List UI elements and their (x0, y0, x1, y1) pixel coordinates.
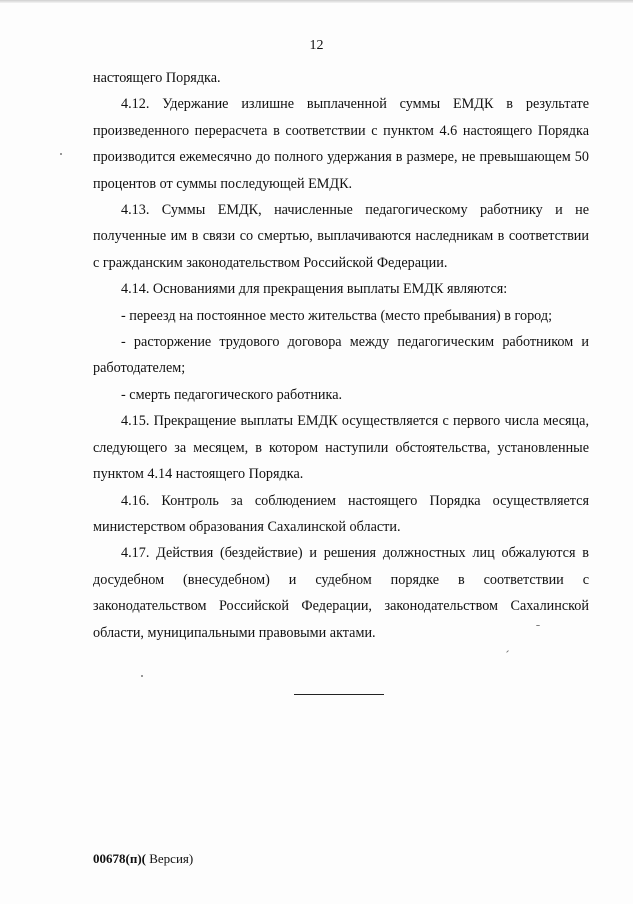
scan-top-edge (0, 0, 633, 3)
paragraph-4-17: 4.17. Действия (бездействие) и решения должностных лиц обжалуются в досудебном (внесудебном) и судебном порядке в соответствии с законодательством Российской Федерации, законодательством Сахалинской области, муниципальными правовыми актами. (93, 545, 589, 641)
document-version-label: Версия) (145, 851, 194, 866)
scan-speck (536, 625, 540, 626)
paragraph-4-14: 4.14. Основаниями для прекращения выплаты ЕМДК являются: (121, 281, 508, 298)
intro-line: настоящего Порядка. (93, 70, 221, 86)
paragraph-4-16: 4.16. Контроль за соблюдением настоящего Порядка осуществляется министерством образования Сахалинской области. (93, 492, 589, 535)
scan-speck (60, 153, 62, 155)
end-separator-line (294, 694, 384, 695)
document-code (93, 851, 193, 867)
page-number: 12 (309, 38, 324, 53)
list-item: - переезд на постоянное место жительства (место пребывания) в город; (121, 307, 553, 324)
paragraph-4-13: 4.13. Суммы ЕМДК, начисленные педагогическому работнику и не полученные им в связи со смертью, выплачиваются наследникам в соответствии с гражданским законодательством Российской Федерации. (93, 202, 589, 271)
scan-speck (141, 675, 143, 677)
document-body (93, 65, 589, 646)
paragraph-4-12: 4.12. Удержание излишне выплаченной суммы ЕМДК в результате произведенного перерасчета в соответствии с пунктом 4.6 настоящего Порядка производится ежемесячно до полного удержания в размере, не превышающем 50 процентов от суммы последующей ЕМДК. (93, 96, 589, 192)
scan-speck (506, 650, 509, 653)
list-item: - расторжение трудового договора между педагогическим работником и работодателем; (93, 334, 589, 377)
document-code-number: 00678(п)( (93, 851, 146, 866)
list-item: - смерть педагогического работника. (121, 386, 343, 403)
paragraph-4-15: 4.15. Прекращение выплаты ЕМДК осуществляется с первого числа месяца, следующего за месяцем, в котором наступили обстоятельства, установленные пунктом 4.14 настоящего Порядка. (93, 413, 589, 483)
